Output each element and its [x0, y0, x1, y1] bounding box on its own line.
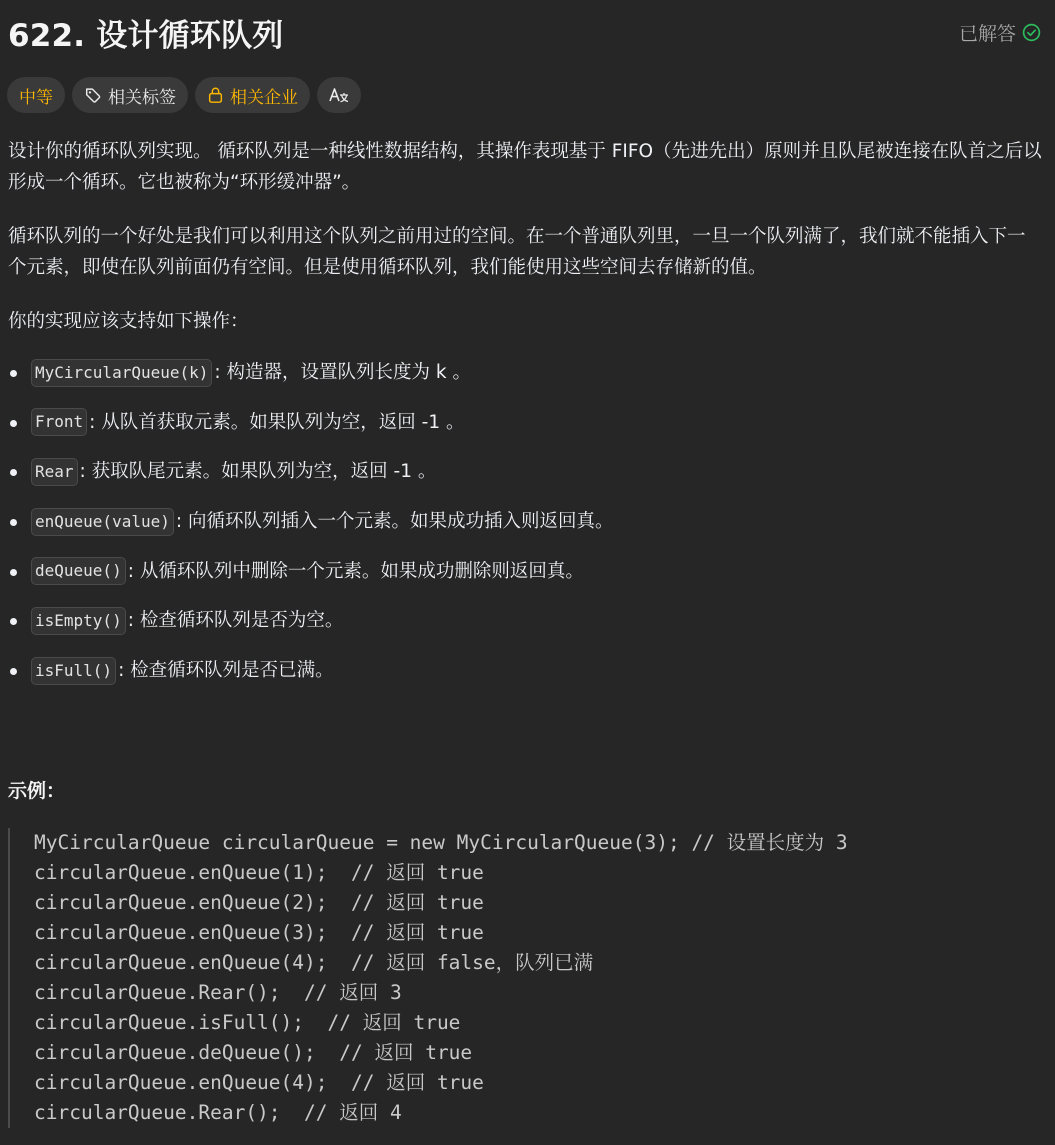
related-tags-label: 相关标签: [108, 87, 176, 108]
operation-description: : 检查循环队列是否已满。: [118, 660, 334, 682]
inline-code: Front: [31, 408, 87, 436]
code-line: circularQueue.enQueue(4); // 返回 true: [34, 1071, 484, 1094]
list-item: [8, 506, 1043, 537]
code-line: circularQueue.Rear(); // 返回 3: [34, 981, 402, 1004]
bullet-icon: [10, 668, 17, 675]
operation-description: : 构造器，设置队列长度为 k 。: [214, 362, 471, 383]
operation-description: : 从队首获取元素。如果队列为空，返回 -1 。: [89, 411, 465, 433]
difficulty-label: 中等: [19, 87, 53, 108]
code-line: circularQueue.enQueue(1); // 返回 true: [34, 861, 484, 884]
problem-title[interactable]: 622. 设计循环队列: [8, 17, 284, 54]
inline-code: enQueue(value): [31, 508, 174, 536]
code-line: circularQueue.enQueue(4); // 返回 false，队列已满: [34, 951, 594, 974]
code-line: circularQueue.enQueue(3); // 返回 true: [34, 921, 484, 944]
inline-code: MyCircularQueue(k): [31, 359, 212, 387]
related-companies-label: 相关企业: [230, 87, 298, 108]
description-paragraph-2: 循环队列的一个好处是我们可以利用这个队列之前用过的空间。在一个普通队列里，一旦一个队列满了，我们就不能插入下一个元素，即使在队列前面仍有空间。但是使用循环队列，我们能使用这些空间去存储新的值。: [8, 226, 1026, 278]
inline-code: isFull(): [31, 657, 116, 685]
description-paragraph-3: 你的实现应该支持如下操作：: [8, 311, 249, 332]
operation-description: : 检查循环队列是否为空。: [127, 610, 344, 632]
tag-icon: [84, 86, 102, 104]
bullet-icon: [10, 420, 17, 427]
code-line: circularQueue.deQueue(); // 返回 true: [34, 1041, 473, 1064]
inline-code: isEmpty(): [31, 607, 126, 635]
lock-icon: [207, 86, 224, 104]
list-item: [8, 556, 1043, 587]
bullet-icon: [10, 618, 17, 625]
code-line: circularQueue.isFull(); // 返回 true: [34, 1011, 461, 1034]
bullet-icon: [10, 370, 17, 377]
bullet-icon: [10, 469, 17, 476]
operations-list: [8, 357, 1043, 686]
tag-bar: [7, 77, 361, 113]
code-line: circularQueue.Rear(); // 返回 4: [34, 1101, 402, 1124]
bullet-icon: [10, 519, 17, 526]
solved-status: [959, 19, 1041, 46]
code-line: circularQueue.enQueue(2); // 返回 true: [34, 891, 484, 914]
title-row: [8, 6, 1041, 58]
code-line: MyCircularQueue circularQueue = new MyCircularQueue(3); // 设置长度为 3: [34, 831, 848, 854]
operation-description: : 获取队尾元素。如果队列为空，返回 -1 。: [79, 461, 437, 483]
related-tags-button[interactable]: [72, 77, 188, 113]
example-code-block: [8, 828, 1043, 1128]
operation-description: : 从循环队列中删除一个元素。如果成功删除则返回真。: [127, 560, 584, 582]
list-item: [8, 655, 1043, 686]
inline-code: Rear: [31, 458, 78, 486]
description-paragraph-1: 设计你的循环队列实现。 循环队列是一种线性数据结构，其操作表现基于 FIFO（先进先出）原则并且队尾被连接在队首之后以形成一个循环。它也被称为“环形缓冲器”。: [8, 141, 1042, 193]
list-item: [8, 407, 1043, 438]
difficulty-badge[interactable]: [7, 77, 65, 113]
translate-button[interactable]: [317, 77, 361, 113]
solved-label: 已解答: [958, 22, 1016, 45]
list-item: [8, 456, 1043, 487]
inline-code: deQueue(): [31, 557, 126, 585]
related-companies-button[interactable]: [195, 77, 310, 113]
check-circle-icon: [1022, 23, 1041, 42]
problem-content: [8, 136, 1043, 705]
operation-description: : 向循环队列插入一个元素。如果成功插入则返回真。: [175, 511, 614, 533]
example-heading: 示例：: [8, 780, 66, 802]
translate-icon: [328, 85, 350, 105]
bullet-icon: [10, 569, 17, 576]
list-item: [8, 357, 1043, 388]
list-item: [8, 605, 1043, 636]
